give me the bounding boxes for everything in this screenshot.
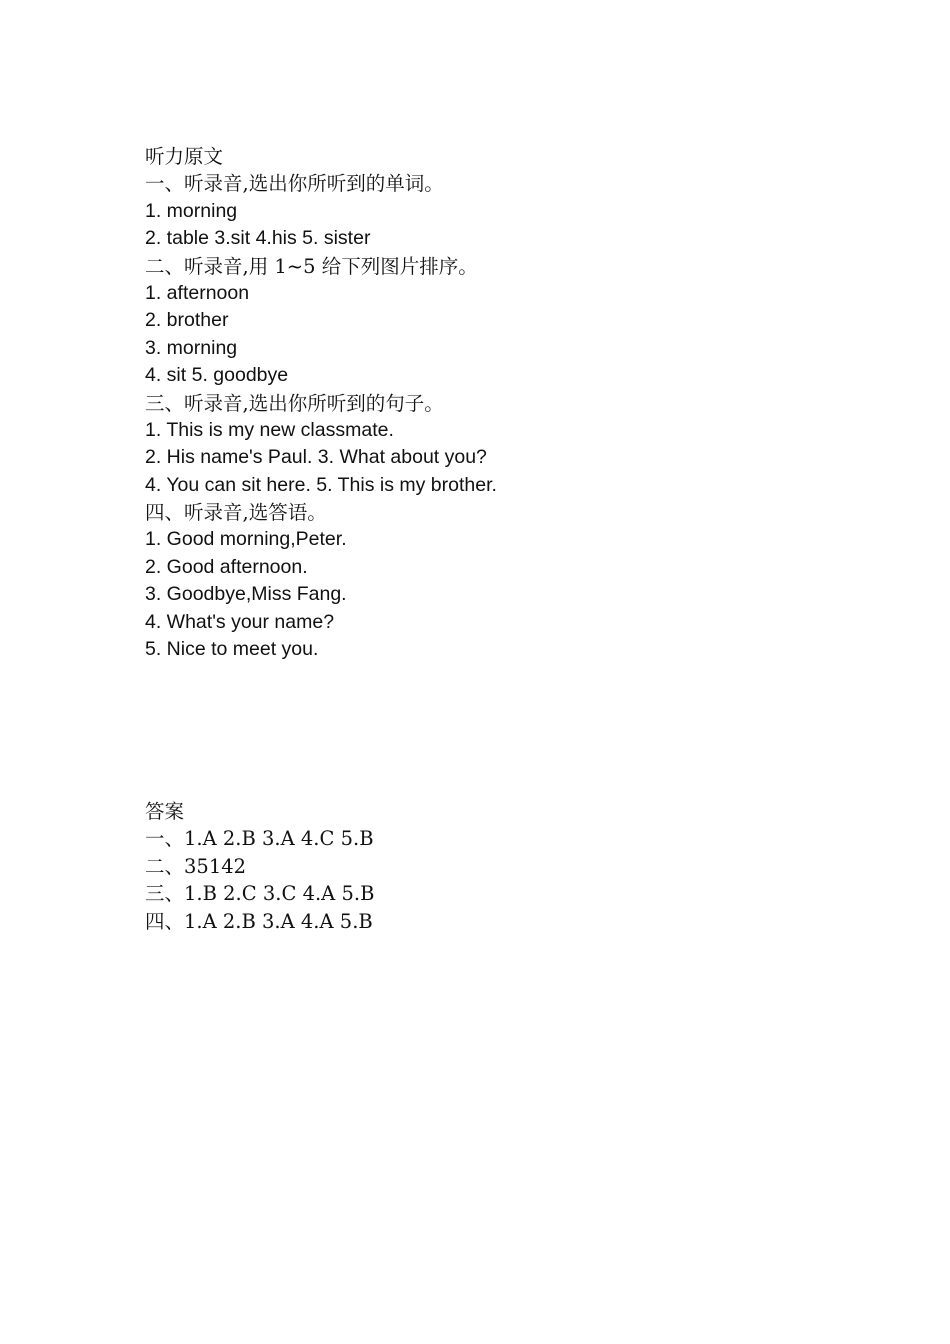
transcript-line: 1. This is my new classmate. [145,418,394,441]
transcript-line: 1. afternoon [145,281,250,304]
answer-key-section [145,798,825,935]
transcript-line: 4. sit 5. goodbye [145,364,289,387]
transcript-line: 2. His name's Paul. 3. What about you? [145,446,487,469]
transcript-line: 3. morning [145,336,238,359]
section-one-instruction: 一、听录音,选出你所听到的单词。 [145,172,444,196]
answer-line: 四、1.A 2.B 3.A 4.A 5.B [145,909,373,933]
answers-title: 答案 [145,800,185,823]
transcript-line: 4. You can sit here. 5. This is my brother. [145,473,497,496]
transcript-line: 2. Good afternoon. [145,555,308,578]
answer-line: 一、1.A 2.B 3.A 4.C 5.B [145,827,374,851]
section-two-instruction: 二、听录音,用 1~5 给下列图片排序。 [145,254,478,278]
answer-line: 二、35142 [145,854,247,878]
answer-line: 三、1.B 2.C 3.C 4.A 5.B [145,882,375,906]
section-four-instruction: 四、听录音,选答语。 [145,501,327,525]
transcript-line: 1. morning [145,199,238,222]
transcript-line: 5. Nice to meet you. [145,638,319,661]
listening-title: 听力原文 [145,145,224,168]
transcript-line: 2. brother [145,309,229,332]
section-three-instruction: 三、听录音,选出你所听到的句子。 [145,391,444,415]
transcript-line: 4. What's your name? [145,610,335,633]
transcript-line: 3. Goodbye,Miss Fang. [145,583,347,606]
transcript-line: 2. table 3.sit 4.his 5. sister [145,227,371,250]
transcript-line: 1. Good morning,Peter. [145,528,347,551]
listening-transcript-section [145,143,825,663]
